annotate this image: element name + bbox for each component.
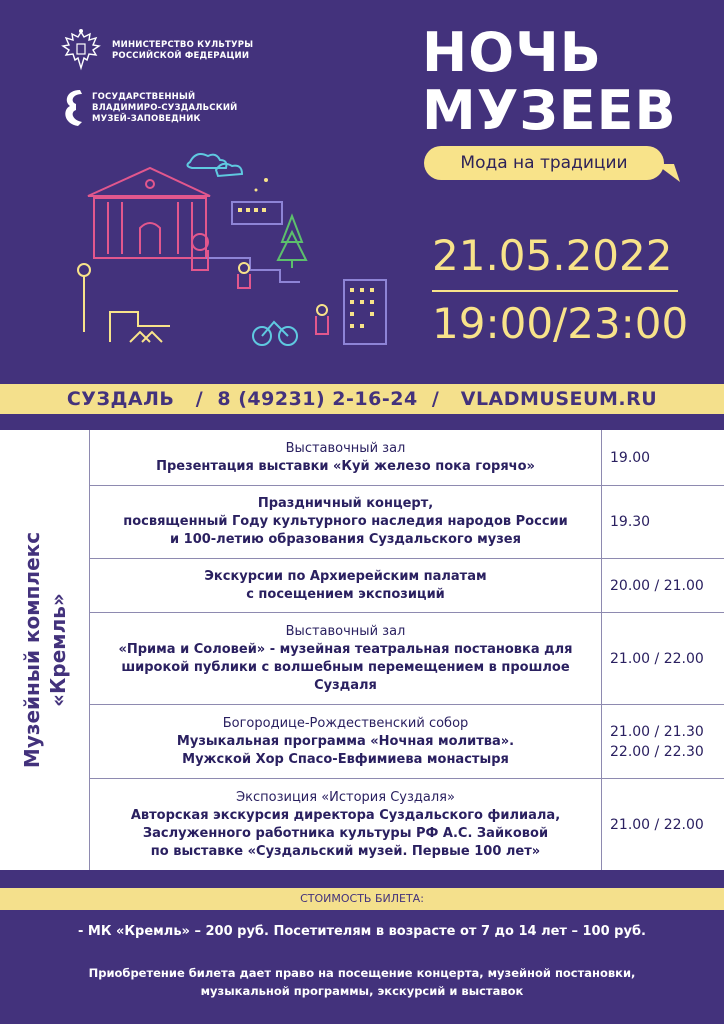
table-row <box>90 430 724 486</box>
event-desc-line: Авторская экскурсия директора Суздальского филиала, <box>130 807 561 823</box>
museum-line-2: ВЛАДИМИРО-СУЗДАЛЬСКИЙ <box>92 102 238 113</box>
museum-logo-icon <box>60 86 86 130</box>
event-time-value: 21.00 / 21.30 <box>610 723 704 740</box>
website-link[interactable]: VLADMUSEUM.RU <box>460 388 658 410</box>
event-time-value: 20.00 / 21.00 <box>610 577 704 594</box>
museum-block <box>60 86 238 130</box>
event-cell <box>90 779 602 870</box>
event-desc-line: Мужской Хор Спасо-Евфимиева монастыря <box>182 751 509 767</box>
title-line-1: НОЧЬ <box>422 21 602 84</box>
phone-number[interactable]: 8 (49231) 2-16-24 <box>217 388 418 410</box>
event-desc-line: Суздаля <box>314 677 377 693</box>
event-desc-line: широкой публики с волшебным перемещением в прошлое <box>121 659 570 675</box>
ministry-line-2: РОССИЙСКОЙ ФЕДЕРАЦИИ <box>112 51 250 61</box>
double-headed-eagle-icon <box>60 28 102 74</box>
ticket-note <box>0 964 724 1000</box>
event-date: 21.05.2022 <box>432 231 673 280</box>
date-divider <box>432 290 678 292</box>
event-cell <box>90 613 602 704</box>
time-cell <box>602 486 724 558</box>
venue-side-text <box>19 430 71 870</box>
venue-side-line-2: «Кремль» <box>46 593 70 707</box>
museum-line-1: ГОСУДАРСТВЕННЫЙ <box>92 91 196 102</box>
event-cell <box>90 430 602 485</box>
title-line-2: МУЗЕЕВ <box>422 79 677 142</box>
schedule-rows <box>90 430 724 870</box>
event-time-value: 21.00 / 22.00 <box>610 650 704 667</box>
separator: / <box>181 388 211 410</box>
time-cell <box>602 559 724 612</box>
event-venue: Выставочный зал <box>285 623 406 639</box>
contact-bar <box>0 384 724 414</box>
event-desc-line: по выставке «Суздальский музей. Первые 100 лет» <box>150 843 541 859</box>
event-venue: Экспозиция «История Суздаля» <box>236 789 455 805</box>
schedule-table <box>0 430 724 870</box>
event-time-value: 19.30 <box>610 514 651 530</box>
time-cell <box>602 613 724 704</box>
event-time-value: 21.00 / 22.00 <box>610 816 704 833</box>
event-time-value: 19.00 <box>610 449 651 466</box>
ticket-price: - МК «Кремль» – 200 руб. Посетителям в возрасте от 7 до 14 лет – 100 руб. <box>78 924 646 939</box>
museum-name <box>92 92 238 125</box>
event-desc-line: Презентация выставки «Куй железо пока горячо» <box>156 458 535 474</box>
city-name: СУЗДАЛЬ <box>66 388 175 410</box>
time-cell <box>602 779 724 870</box>
table-row <box>90 779 724 870</box>
event-cell <box>90 705 602 778</box>
ministry-line-1: МИНИСТЕРСТВО КУЛЬТУРЫ <box>112 40 254 50</box>
event-cell <box>90 486 602 558</box>
event-desc-line: посвященный Году культурного наследия народов России <box>123 514 568 529</box>
event-desc-line: «Прима и Соловей» - музейная театральная постановка для <box>118 641 573 657</box>
ticket-note-line-1: Приобретение билета дает право на посещение концерта, музейной постановки, <box>88 966 636 980</box>
ministry-name <box>112 40 253 62</box>
speech-tail-icon <box>656 164 680 182</box>
event-desc-line: Экскурсии по Архиерейским палатам <box>204 568 487 584</box>
slogan-badge: Мода на традиции <box>424 146 664 180</box>
table-row <box>90 613 724 705</box>
time-cell <box>602 705 724 778</box>
ministry-block <box>60 28 253 74</box>
ticket-note-line-2: музыкальной программы, экскурсий и выставок <box>200 984 524 998</box>
time-cell <box>602 430 724 485</box>
event-desc-line: с посещением экспозиций <box>246 586 445 602</box>
event-time: 19:00/23:00 <box>432 299 689 348</box>
event-desc-line: и 100-летию образования Суздальского музея <box>170 532 521 547</box>
ticket-cost-label: СТОИМОСТЬ БИЛЕТА: <box>0 888 724 910</box>
event-venue: Выставочный зал <box>285 440 406 456</box>
event-cell <box>90 559 602 612</box>
event-venue: Богородице-Рождественский собор <box>222 715 469 731</box>
separator: / <box>424 388 454 410</box>
city-illustration <box>60 146 396 356</box>
event-desc-line: Музыкальная программа «Ночная молитва». <box>176 733 515 749</box>
table-row <box>90 486 724 559</box>
table-row <box>90 559 724 613</box>
event-desc-line: Праздничный концерт, <box>257 496 434 511</box>
venue-side-line-1: Музейный комплекс <box>20 531 44 769</box>
event-time-value: 22.00 / 22.30 <box>610 743 704 760</box>
venue-side-label <box>0 430 90 870</box>
poster-header <box>0 0 724 384</box>
table-row <box>90 705 724 779</box>
museum-line-3: МУЗЕЙ-ЗАПОВЕДНИК <box>92 113 201 124</box>
event-desc-line: Заслуженного работника культуры РФ А.С. Зайковой <box>142 825 549 841</box>
